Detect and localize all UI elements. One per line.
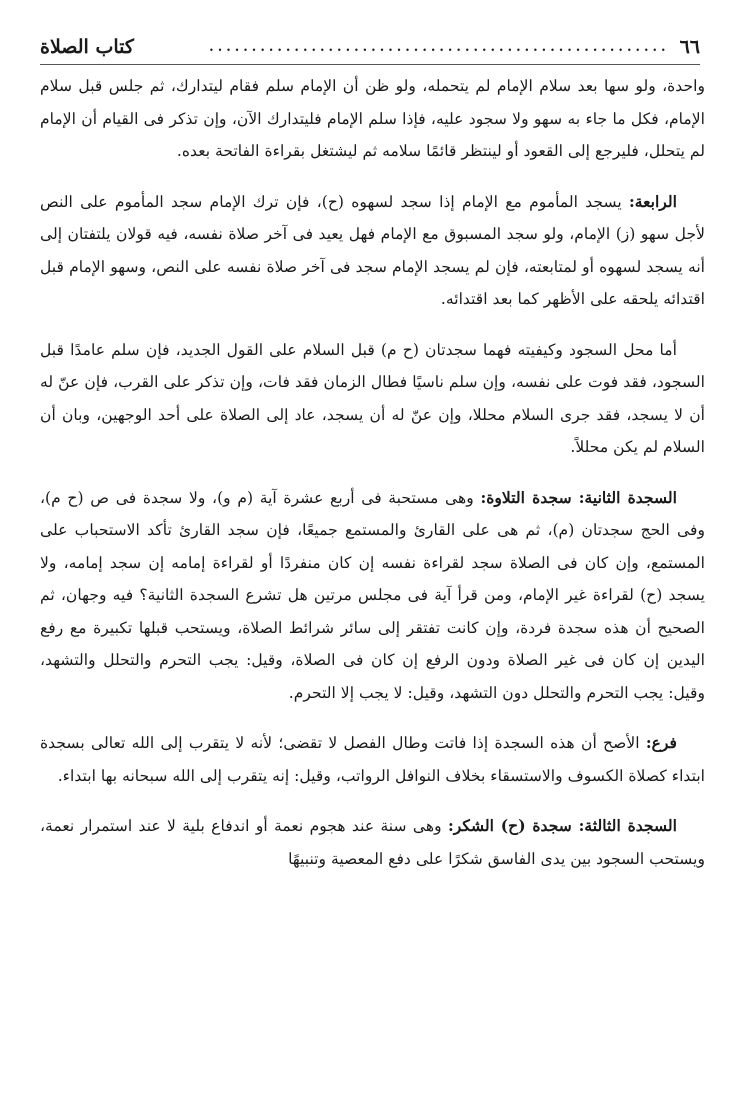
book-title: كتاب الصلاة — [40, 36, 134, 58]
page-body — [40, 70, 705, 875]
paragraph-lead: السجدة الثالثة: سجدة (ح) الشكر: — [447, 816, 677, 835]
page-number: ٦٦ — [679, 36, 700, 58]
paragraph-lead: السجدة الثانية: سجدة التلاوة: — [480, 487, 677, 507]
paragraph-text: واحدة، ولو سها بعد سلام الإمام لم يتحمله، ولو ظن أن الإمام سلم فقام ليتدارك، ثم جلس قبل سلام الإمام، فكل ما جاء به سهو ولا سجود عليه، فإذا سلم الإمام فليتدارك الآن، وإن تذكر فى القيام أن الإمام لم يتحلل، فليرجع إلى القعود أو لينتظر قائمًا سلامه ثم ليشتغل بقراءة الفاتحة بعده. — [40, 77, 705, 160]
paragraph-continuation — [40, 70, 705, 168]
paragraph-text: وهى مستحبة فى أربع عشرة آية (م و)، ولا سجدة فى ص (ح م)، وفى الحج سجدتان (م)، ثم هى على القارئ والمستمع جميعًا، فإن سجد القارئ تأكد الاستحباب على المستمع، وإن كان فى الصلاة سجد لقراءة نفسه إن كان منفردًا أو لقراءة إمامه إن سجد إمامه، ولا يسجد (ح) لقراءة غير الإمام، ومن قرأ آية فى مجلس مرتين هل تشرع السجدة الثانية؟ فيه وجهان، ثم الصحيح أن هذه سجدة فردة، وإن كانت تفتقر إلى سائر شرائط الصلاة، ويستحب قبلها تكبيرة مع رفع اليدين إن كان فى غير الصلاة ودون الرفع إن كان فى الصلاة، وقيل: يجب التحرم والتحلل والتشهد، وقيل: يجب التحرم والتحلل دون التشهد، وقيل: لا يجب إلا التحرم. — [40, 488, 705, 702]
header-divider — [40, 64, 700, 65]
paragraph-branch — [40, 727, 705, 792]
paragraph-gratitude-prostration — [40, 810, 705, 875]
header-dot-leader: ...................................................... — [209, 39, 670, 55]
paragraph-fourth — [40, 186, 705, 316]
paragraph-text: أما محل السجود وكيفيته فهما سجدتان (ح م) قبل السلام على القول الجديد، فإن سلم عامدًا قبل السجود، فقد فوت على نفسه، وإن سلم ناسيًا فطال الزمان فقد فات، وإن تذكر على القرب، فإن عنّ له أن لا يسجد، فقد جرى السلام محللا، وإن عنّ له أن يسجد، عاد إلى الصلاة على أحد الوجهين، وبان أن السلام لم يكن محللاً. — [40, 340, 705, 456]
paragraph-text: يسجد المأموم مع الإمام إذا سجد لسهوه (ح)، فإن ترك الإمام سجد المأموم على النص لأجل سهو (ز) الإمام، ولو سجد المسبوق مع الإمام فهل يعيد فى آخر صلاة نفسه، فيه قولان يلتفتان إلى أنه يسجد لسهوه أو لمتابعته، فإن لم يسجد الإمام سجد فى آخر صلاة نفسه على النص، وسهو الإمام قبل اقتدائه يلحقه على الأظهر كما بعد اقتدائه. — [40, 192, 705, 308]
page-header — [40, 32, 700, 62]
paragraph-text: الأصح أن هذه السجدة إذا فاتت وطال الفصل لا تقضى؛ لأنه لا يتقرب إلى الله تعالى بسجدة ابتداء كصلاة الكسوف والاستسقاء بخلاف النوافل الرواتب، وقيل: إنه يتقرب إلى الله سبحانه بها ابتداء. — [40, 734, 705, 785]
paragraph-place-of-prostration — [40, 334, 705, 464]
paragraph-text: وهى سنة عند هجوم نعمة أو اندفاع بلية لا عند استمرار نعمة، ويستحب السجود بين يدى الفاسق شكرًا على دفع المعصية وتنبيهًا — [40, 817, 705, 868]
paragraph-lead: الرابعة: — [629, 191, 677, 211]
paragraph-lead: فرع: — [645, 733, 677, 752]
paragraph-recitation-prostration — [40, 482, 705, 710]
